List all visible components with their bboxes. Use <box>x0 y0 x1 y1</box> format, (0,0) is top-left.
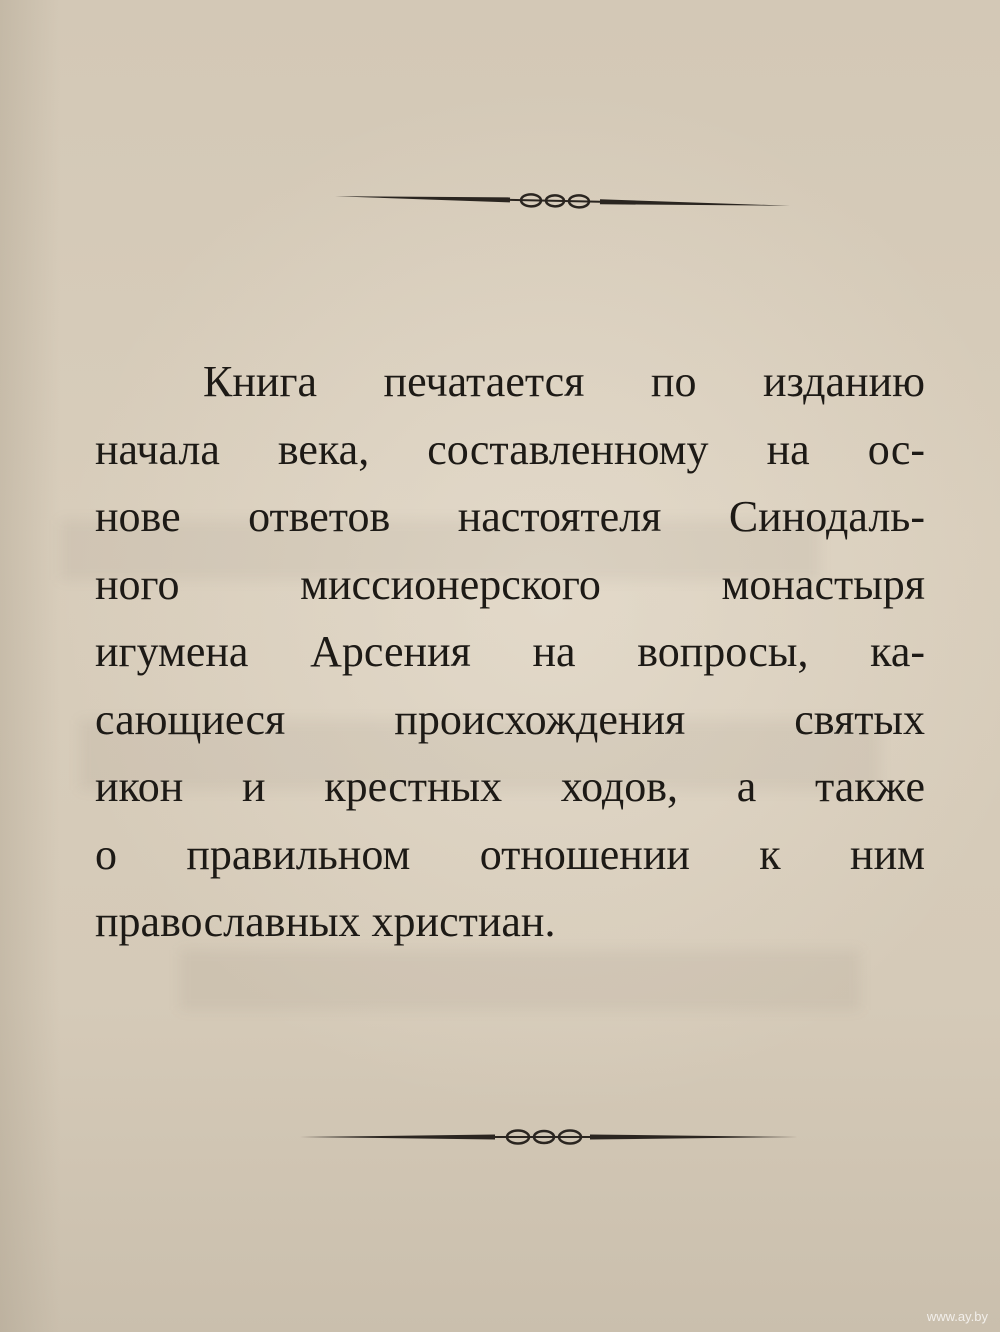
show-through-shadow <box>180 950 860 1010</box>
site-watermark: www.ay.by <box>926 1309 988 1324</box>
top-ornament-rule <box>335 181 791 221</box>
text-line: икон и крестных ходов, а также <box>95 762 925 811</box>
bottom-ornament-rule <box>300 1122 798 1152</box>
text-line: ного миссионерского монастыря <box>95 559 925 609</box>
text-line: сающиеся происхождения святых <box>95 694 925 744</box>
text-line: игумена Арсения на вопросы, ка- <box>95 627 925 676</box>
text-line: о правильном отношении к ним <box>95 829 925 879</box>
text-line: православных христиан. <box>95 897 556 946</box>
text-line: начала века, составленному на ос- <box>95 424 925 474</box>
text-line: нове ответов настоятеля Синодаль- <box>95 492 925 541</box>
text-line: Книга печатается по изданию <box>203 357 925 406</box>
publication-note <box>95 348 925 956</box>
page-shadow-edge <box>0 0 60 1332</box>
